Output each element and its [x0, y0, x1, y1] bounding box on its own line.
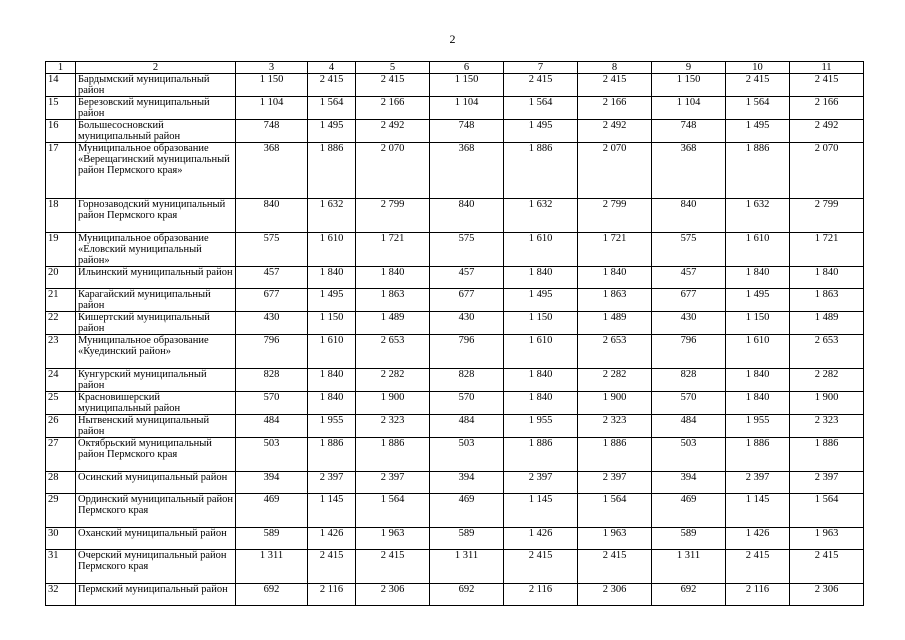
value-cell: 1 886	[578, 438, 652, 472]
value-cell: 2 397	[578, 472, 652, 494]
value-cell: 1 489	[578, 312, 652, 335]
row-number: 20	[46, 267, 76, 289]
value-cell: 2 116	[726, 584, 790, 606]
district-name: Нытвенский муниципальный район	[76, 415, 236, 438]
value-cell: 1 610	[308, 335, 356, 369]
value-cell: 589	[236, 528, 308, 550]
value-cell: 2 492	[578, 120, 652, 143]
district-name: Очерский муниципальный район Пермского края	[76, 550, 236, 584]
value-cell: 1 145	[504, 494, 578, 528]
value-cell: 2 070	[790, 143, 864, 199]
district-name: Муниципальное образование «Еловский муниципальный район»	[76, 233, 236, 267]
value-cell: 1 863	[578, 289, 652, 312]
value-cell: 1 495	[726, 120, 790, 143]
value-cell: 692	[652, 584, 726, 606]
row-number: 32	[46, 584, 76, 606]
value-cell: 796	[652, 335, 726, 369]
district-name: Бардымский муниципальный район	[76, 74, 236, 97]
page-number: 2	[449, 32, 456, 46]
value-cell: 1 840	[726, 369, 790, 392]
table-row	[46, 494, 864, 528]
value-cell: 840	[430, 199, 504, 233]
column-header: 10	[726, 62, 790, 74]
value-cell: 1 840	[308, 267, 356, 289]
value-cell: 1 900	[790, 392, 864, 415]
value-cell: 1 564	[790, 494, 864, 528]
table-row	[46, 415, 864, 438]
value-cell: 1 863	[356, 289, 430, 312]
value-cell: 469	[430, 494, 504, 528]
value-cell: 1 840	[356, 267, 430, 289]
value-cell: 1 886	[308, 438, 356, 472]
table-row	[46, 233, 864, 267]
value-cell: 1 632	[308, 199, 356, 233]
row-number: 23	[46, 335, 76, 369]
value-cell: 1 955	[726, 415, 790, 438]
value-cell: 840	[652, 199, 726, 233]
value-cell: 1 610	[504, 335, 578, 369]
row-number: 31	[46, 550, 76, 584]
value-cell: 1 150	[308, 312, 356, 335]
value-cell: 1 150	[504, 312, 578, 335]
table-row	[46, 550, 864, 584]
row-number: 25	[46, 392, 76, 415]
value-cell: 1 564	[578, 494, 652, 528]
value-cell: 503	[652, 438, 726, 472]
table-row	[46, 199, 864, 233]
value-cell: 2 415	[578, 550, 652, 584]
value-cell: 1 564	[726, 97, 790, 120]
column-header: 2	[76, 62, 236, 74]
value-cell: 828	[652, 369, 726, 392]
value-cell: 2 492	[356, 120, 430, 143]
value-cell: 430	[652, 312, 726, 335]
district-name: Ильинский муниципальный район	[76, 267, 236, 289]
value-cell: 828	[236, 369, 308, 392]
table-row	[46, 289, 864, 312]
value-cell: 1 886	[504, 143, 578, 199]
value-cell: 2 415	[726, 74, 790, 97]
column-header: 5	[356, 62, 430, 74]
value-cell: 2 397	[790, 472, 864, 494]
value-cell: 1 721	[790, 233, 864, 267]
value-cell: 368	[236, 143, 308, 199]
value-cell: 1 489	[356, 312, 430, 335]
value-cell: 1 840	[790, 267, 864, 289]
table-row	[46, 312, 864, 335]
table-row	[46, 97, 864, 120]
value-cell: 2 653	[790, 335, 864, 369]
value-cell: 1 886	[790, 438, 864, 472]
value-cell: 368	[652, 143, 726, 199]
value-cell: 1 104	[430, 97, 504, 120]
value-cell: 2 282	[790, 369, 864, 392]
value-cell: 2 415	[504, 74, 578, 97]
row-number: 30	[46, 528, 76, 550]
value-cell: 575	[236, 233, 308, 267]
value-cell: 368	[430, 143, 504, 199]
value-cell: 828	[430, 369, 504, 392]
value-cell: 2 415	[504, 550, 578, 584]
district-name: Ординский муниципальный район Пермского края	[76, 494, 236, 528]
value-cell: 2 282	[578, 369, 652, 392]
value-cell: 2 653	[356, 335, 430, 369]
value-cell: 840	[236, 199, 308, 233]
value-cell: 394	[652, 472, 726, 494]
value-cell: 1 886	[726, 438, 790, 472]
value-cell: 1 900	[356, 392, 430, 415]
value-cell: 1 104	[652, 97, 726, 120]
table-row	[46, 335, 864, 369]
district-name: Муниципальное образование «Верещагинский муниципальный район Пермского края»	[76, 143, 236, 199]
value-cell: 2 323	[356, 415, 430, 438]
value-cell: 2 415	[356, 550, 430, 584]
value-cell: 457	[236, 267, 308, 289]
value-cell: 503	[430, 438, 504, 472]
row-number: 27	[46, 438, 76, 472]
value-cell: 1 963	[578, 528, 652, 550]
value-cell: 1 840	[504, 392, 578, 415]
value-cell: 1 721	[356, 233, 430, 267]
value-cell: 748	[652, 120, 726, 143]
value-cell: 1 564	[308, 97, 356, 120]
value-cell: 2 492	[790, 120, 864, 143]
value-cell: 2 415	[308, 74, 356, 97]
value-cell: 1 495	[308, 120, 356, 143]
value-cell: 796	[430, 335, 504, 369]
column-header: 6	[430, 62, 504, 74]
value-cell: 2 282	[356, 369, 430, 392]
value-cell: 2 397	[308, 472, 356, 494]
value-cell: 1 863	[790, 289, 864, 312]
value-cell: 2 799	[790, 199, 864, 233]
value-cell: 1 955	[504, 415, 578, 438]
value-cell: 469	[236, 494, 308, 528]
value-cell: 2 116	[308, 584, 356, 606]
value-cell: 430	[236, 312, 308, 335]
value-cell: 2 397	[504, 472, 578, 494]
value-cell: 2 166	[578, 97, 652, 120]
value-cell: 1 840	[726, 267, 790, 289]
value-cell: 1 840	[726, 392, 790, 415]
value-cell: 1 426	[504, 528, 578, 550]
value-cell: 1 840	[504, 267, 578, 289]
value-cell: 1 495	[504, 120, 578, 143]
district-name: Кунгурский муниципальный район	[76, 369, 236, 392]
district-name: Карагайский муниципальный район	[76, 289, 236, 312]
table-row	[46, 528, 864, 550]
column-header: 9	[652, 62, 726, 74]
value-cell: 748	[236, 120, 308, 143]
value-cell: 2 323	[578, 415, 652, 438]
value-cell: 1 886	[504, 438, 578, 472]
value-cell: 575	[652, 233, 726, 267]
value-cell: 796	[236, 335, 308, 369]
value-cell: 692	[236, 584, 308, 606]
value-cell: 484	[236, 415, 308, 438]
value-cell: 1 426	[726, 528, 790, 550]
value-cell: 1 495	[308, 289, 356, 312]
value-cell: 692	[430, 584, 504, 606]
column-header: 8	[578, 62, 652, 74]
value-cell: 1 963	[356, 528, 430, 550]
district-name: Горнозаводский муниципальный район Пермского края	[76, 199, 236, 233]
value-cell: 1 145	[308, 494, 356, 528]
value-cell: 1 610	[308, 233, 356, 267]
column-header: 1	[46, 62, 76, 74]
value-cell: 394	[430, 472, 504, 494]
value-cell: 589	[652, 528, 726, 550]
column-header: 7	[504, 62, 578, 74]
header-row	[46, 62, 864, 74]
value-cell: 484	[430, 415, 504, 438]
district-name: Осинский муниципальный район	[76, 472, 236, 494]
value-cell: 1 311	[236, 550, 308, 584]
value-cell: 1 564	[356, 494, 430, 528]
table-row	[46, 267, 864, 289]
row-number: 16	[46, 120, 76, 143]
value-cell: 1 311	[430, 550, 504, 584]
value-cell: 1 311	[652, 550, 726, 584]
value-cell: 2 166	[790, 97, 864, 120]
value-cell: 1 840	[504, 369, 578, 392]
district-name: Октябрьский муниципальный район Пермского края	[76, 438, 236, 472]
district-name: Оханский муниципальный район	[76, 528, 236, 550]
table-row	[46, 120, 864, 143]
value-cell: 1 886	[726, 143, 790, 199]
column-header: 11	[790, 62, 864, 74]
value-cell: 2 306	[578, 584, 652, 606]
value-cell: 1 886	[308, 143, 356, 199]
district-name: Муниципальное образование «Куединский район»	[76, 335, 236, 369]
value-cell: 589	[430, 528, 504, 550]
district-name: Пермский муниципальный район	[76, 584, 236, 606]
value-cell: 2 070	[356, 143, 430, 199]
value-cell: 2 166	[356, 97, 430, 120]
value-cell: 677	[430, 289, 504, 312]
value-cell: 394	[236, 472, 308, 494]
district-name: Кишертский муниципальный район	[76, 312, 236, 335]
value-cell: 2 653	[578, 335, 652, 369]
value-cell: 570	[236, 392, 308, 415]
value-cell: 469	[652, 494, 726, 528]
row-number: 17	[46, 143, 76, 199]
value-cell: 1 632	[726, 199, 790, 233]
value-cell: 2 799	[356, 199, 430, 233]
value-cell: 677	[236, 289, 308, 312]
table-row	[46, 74, 864, 97]
value-cell: 2 799	[578, 199, 652, 233]
data-table	[45, 61, 864, 606]
row-number: 19	[46, 233, 76, 267]
row-number: 22	[46, 312, 76, 335]
value-cell: 1 610	[726, 233, 790, 267]
value-cell: 1 955	[308, 415, 356, 438]
table-row	[46, 438, 864, 472]
value-cell: 2 070	[578, 143, 652, 199]
row-number: 24	[46, 369, 76, 392]
value-cell: 1 840	[308, 392, 356, 415]
value-cell: 430	[430, 312, 504, 335]
value-cell: 1 150	[652, 74, 726, 97]
value-cell: 2 116	[504, 584, 578, 606]
value-cell: 570	[430, 392, 504, 415]
district-name: Большесосновский муниципальный район	[76, 120, 236, 143]
value-cell: 1 104	[236, 97, 308, 120]
value-cell: 1 840	[578, 267, 652, 289]
value-cell: 457	[430, 267, 504, 289]
value-cell: 1 886	[356, 438, 430, 472]
value-cell: 2 306	[356, 584, 430, 606]
value-cell: 1 610	[504, 233, 578, 267]
value-cell: 1 150	[726, 312, 790, 335]
district-name: Красновишерский муниципальный район	[76, 392, 236, 415]
value-cell: 1 610	[726, 335, 790, 369]
district-name: Березовский муниципальный район	[76, 97, 236, 120]
value-cell: 2 397	[726, 472, 790, 494]
value-cell: 1 495	[726, 289, 790, 312]
value-cell: 1 632	[504, 199, 578, 233]
value-cell: 1 900	[578, 392, 652, 415]
value-cell: 677	[652, 289, 726, 312]
value-cell: 2 415	[356, 74, 430, 97]
row-number: 15	[46, 97, 76, 120]
value-cell: 1 150	[430, 74, 504, 97]
value-cell: 748	[430, 120, 504, 143]
value-cell: 1 426	[308, 528, 356, 550]
row-number: 26	[46, 415, 76, 438]
row-number: 28	[46, 472, 76, 494]
value-cell: 1 495	[504, 289, 578, 312]
value-cell: 1 564	[504, 97, 578, 120]
row-number: 21	[46, 289, 76, 312]
row-number: 14	[46, 74, 76, 97]
table-body	[46, 74, 864, 606]
row-number: 29	[46, 494, 76, 528]
table-row	[46, 392, 864, 415]
column-header: 3	[236, 62, 308, 74]
value-cell: 1 489	[790, 312, 864, 335]
value-cell: 457	[652, 267, 726, 289]
value-cell: 2 415	[726, 550, 790, 584]
value-cell: 2 415	[308, 550, 356, 584]
value-cell: 1 840	[308, 369, 356, 392]
column-header: 4	[308, 62, 356, 74]
value-cell: 2 306	[790, 584, 864, 606]
value-cell: 2 415	[578, 74, 652, 97]
table-row	[46, 472, 864, 494]
value-cell: 2 415	[790, 74, 864, 97]
value-cell: 503	[236, 438, 308, 472]
value-cell: 1 963	[790, 528, 864, 550]
table-row	[46, 584, 864, 606]
value-cell: 570	[652, 392, 726, 415]
value-cell: 2 415	[790, 550, 864, 584]
value-cell: 1 721	[578, 233, 652, 267]
table-row	[46, 143, 864, 199]
row-number: 18	[46, 199, 76, 233]
value-cell: 484	[652, 415, 726, 438]
value-cell: 2 323	[790, 415, 864, 438]
value-cell: 2 397	[356, 472, 430, 494]
value-cell: 1 145	[726, 494, 790, 528]
value-cell: 575	[430, 233, 504, 267]
value-cell: 1 150	[236, 74, 308, 97]
table-row	[46, 369, 864, 392]
